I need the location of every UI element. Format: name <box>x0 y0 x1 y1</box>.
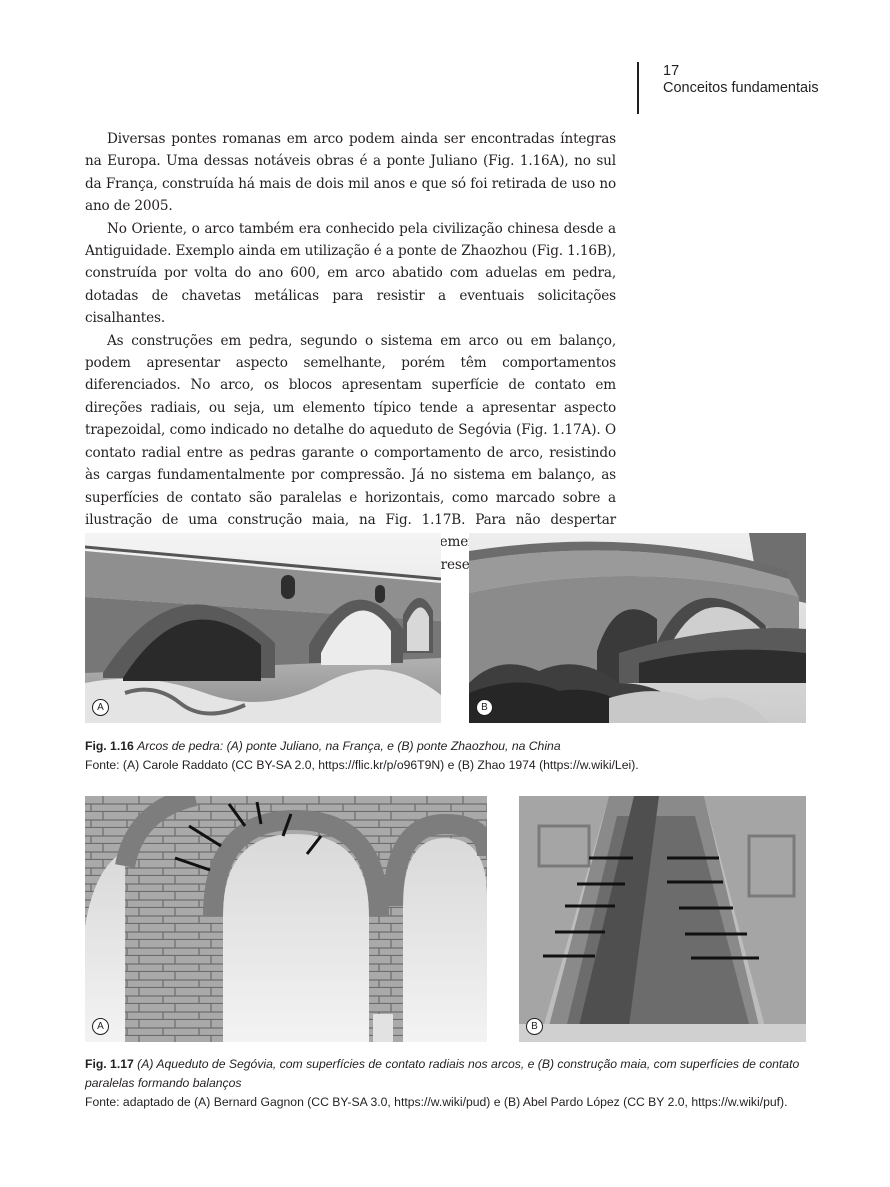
figure-label: Fig. 1.16 <box>85 739 134 753</box>
page-number: 17 <box>663 63 680 79</box>
figure-title: Arcos de pedra: (A) ponte Juliano, na França, e (B) ponte Zhaozhou, na China <box>137 739 561 753</box>
figure-badge-a: A <box>92 699 109 716</box>
figure-label: Fig. 1.17 <box>85 1057 134 1071</box>
paragraph: As construções em pedra, segundo o sistema em arco ou em balanço, podem apresentar aspecto semelhante, porém têm comportamentos diferenciados. No arco, os blocos apresentam superfície de contato em direções radiais, ou seja, um elemento típico tende a apresentar aspecto trapezoidal, como indicado no detalhe do aqueduto de Segóvia (Fig. 1.17A). O contato radial entre as pedras garante o comportamento de arco, resistindo às cargas fundamentalmente por compressão. Já no sistema em balanço, as superfícies de contato são paralelas e horizontais, como marcado sobre a ilustração de uma construção maia, na Fig. 1.17B. Para não despertar elementos apresentar <box>85 332 616 573</box>
figure-source: Fonte: adaptado de (A) Bernard Gagnon (CC BY-SA 3.0, https://w.wiki/pud) e (B) Abel Pardo López (CC BY 2.0, https://w.wiki/puf). <box>85 1095 788 1109</box>
photo-construcao-maia <box>519 796 806 1042</box>
paragraph: No Oriente, o arco também era conhecido pela civilização chinesa desde a Antiguidade. Exemplo ainda em utilização é a ponte de Zhaozhou (Fig. 1.16B), construída por volta do ano 600, em arco abatido com aduelas em pedra, dotadas de chavetas metálicas para resistir a eventuais solicitações cisalhantes. <box>85 220 616 327</box>
figure-badge-b: B <box>526 1018 543 1035</box>
body-text <box>85 128 616 599</box>
figure-title: (A) Aqueduto de Segóvia, com superfícies de contato radiais nos arcos, e (B) construção maia, com superfícies de contato paralelas formando balanços <box>85 1057 800 1090</box>
section-title: Conceitos fundamentais <box>663 80 819 96</box>
paragraph: Diversas pontes romanas em arco podem ainda ser encontradas íntegras na Europa. Uma dessas notáveis obras é a ponte Juliano (Fig. 1.16A), no sul da França, construída há mais de dois mil anos e que só foi retirada de uso no ano de 2005. <box>85 131 616 215</box>
figure-source: Fonte: (A) Carole Raddato (CC BY-SA 2.0, https://flic.kr/p/o96T9N) e (B) Zhao 1974 (https://w.wiki/Lei). <box>85 758 639 772</box>
photo-ponte-zhaozhou <box>469 533 806 723</box>
running-header <box>637 62 819 114</box>
photo-aqueduto-segovia <box>85 796 487 1042</box>
figure-caption-1-17 <box>85 1055 805 1112</box>
photo-ponte-juliano <box>85 533 441 723</box>
figure-caption-1-16 <box>85 737 805 775</box>
figure-badge-b: B <box>476 699 493 716</box>
figure-badge-a: A <box>92 1018 109 1035</box>
